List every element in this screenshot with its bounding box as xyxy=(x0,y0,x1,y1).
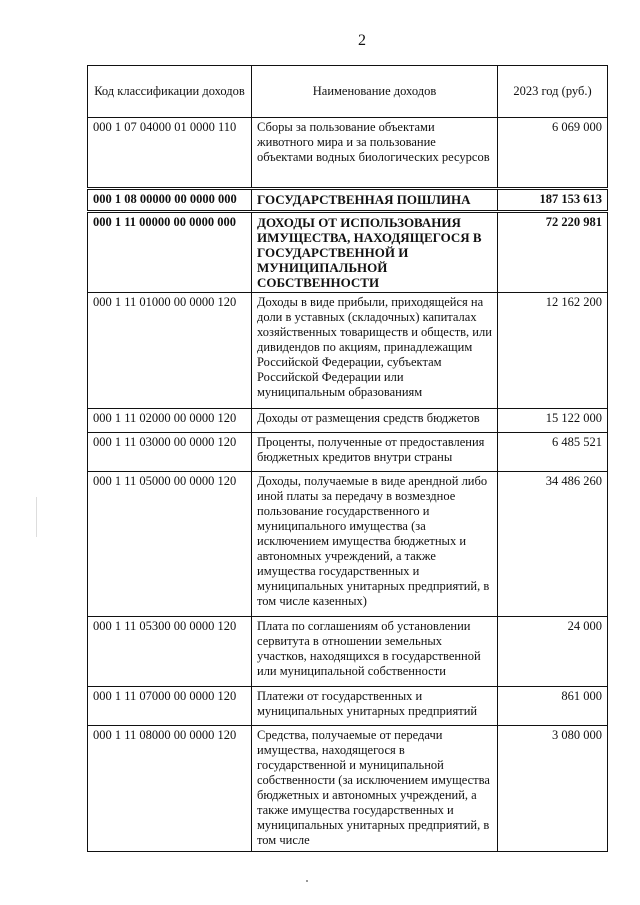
row-amount: 861 000 xyxy=(498,687,608,726)
row-code: 000 1 07 04000 01 0000 110 xyxy=(88,118,252,189)
row-name: Плата по соглашениям об установлении сервитута в отношении земельных участков, находящихся в государственной или муниципальной собственности xyxy=(252,617,498,687)
row-code: 000 1 11 01000 00 0000 120 xyxy=(88,293,252,409)
scan-speck xyxy=(306,880,308,882)
row-amount: 34 486 260 xyxy=(498,472,608,617)
row-amount: 72 220 981 xyxy=(498,212,608,293)
row-code: 000 1 11 07000 00 0000 120 xyxy=(88,687,252,726)
income-table xyxy=(87,65,608,852)
row-name: Доходы, получаемые в виде арендной либо иной платы за передачу в возмездное пользование государственного и муниципального имущества (за исключением имущества бюджетных и автономных учреждений, а также имущества государственных и муниципальных унитарных предприятий, в том числе казенных) xyxy=(252,472,498,617)
row-amount: 12 162 200 xyxy=(498,293,608,409)
table-header-row xyxy=(88,66,608,118)
page-number: 2 xyxy=(358,32,366,49)
row-name: Проценты, полученные от предоставления бюджетных кредитов внутри страны xyxy=(252,433,498,472)
header-code: Код классификации доходов xyxy=(88,66,252,118)
scan-edge-mark xyxy=(36,497,37,537)
table-row xyxy=(88,293,608,409)
row-name: ДОХОДЫ ОТ ИСПОЛЬЗОВАНИЯ ИМУЩЕСТВА, НАХОДЯЩЕГОСЯ В ГОСУДАРСТВЕННОЙ И МУНИЦИПАЛЬНОЙ СОБСТВЕННОСТИ xyxy=(252,212,498,293)
table-row xyxy=(88,687,608,726)
row-amount: 187 153 613 xyxy=(498,189,608,212)
table-row xyxy=(88,726,608,852)
row-name: ГОСУДАРСТВЕННАЯ ПОШЛИНА xyxy=(252,189,498,212)
table-row xyxy=(88,617,608,687)
row-code: 000 1 11 00000 00 0000 000 xyxy=(88,212,252,293)
row-name: Средства, получаемые от передачи имущества, находящегося в государственной и муниципальной собственности (за исключением имущества бюджетных и автономных учреждений, а также имущества государственных и муниципальных унитарных предприятий, в том числе xyxy=(252,726,498,852)
row-code: 000 1 11 02000 00 0000 120 xyxy=(88,409,252,433)
row-amount: 3 080 000 xyxy=(498,726,608,852)
row-code: 000 1 11 05300 00 0000 120 xyxy=(88,617,252,687)
row-name: Платежи от государственных и муниципальных унитарных предприятий xyxy=(252,687,498,726)
row-code: 000 1 11 08000 00 0000 120 xyxy=(88,726,252,852)
row-code: 000 1 11 05000 00 0000 120 xyxy=(88,472,252,617)
row-name: Сборы за пользование объектами животного мира и за пользование объектами водных биологических ресурсов xyxy=(252,118,498,189)
row-amount: 6 485 521 xyxy=(498,433,608,472)
table-row xyxy=(88,433,608,472)
row-name: Доходы от размещения средств бюджетов xyxy=(252,409,498,433)
row-code: 000 1 11 03000 00 0000 120 xyxy=(88,433,252,472)
table-row xyxy=(88,212,608,293)
row-code: 000 1 08 00000 00 0000 000 xyxy=(88,189,252,212)
table-row xyxy=(88,189,608,212)
row-amount: 24 000 xyxy=(498,617,608,687)
table-row xyxy=(88,118,608,189)
header-name: Наименование доходов xyxy=(252,66,498,118)
row-amount: 6 069 000 xyxy=(498,118,608,189)
table-row xyxy=(88,472,608,617)
row-name: Доходы в виде прибыли, приходящейся на доли в уставных (складочных) капиталах хозяйственных товариществ и обществ, или дивидендов по акциям, принадлежащим Российской Федерации, субъектам Российской Федерации или муниципальным образованиям xyxy=(252,293,498,409)
table-row xyxy=(88,409,608,433)
header-amount: 2023 год (руб.) xyxy=(498,66,608,118)
row-amount: 15 122 000 xyxy=(498,409,608,433)
